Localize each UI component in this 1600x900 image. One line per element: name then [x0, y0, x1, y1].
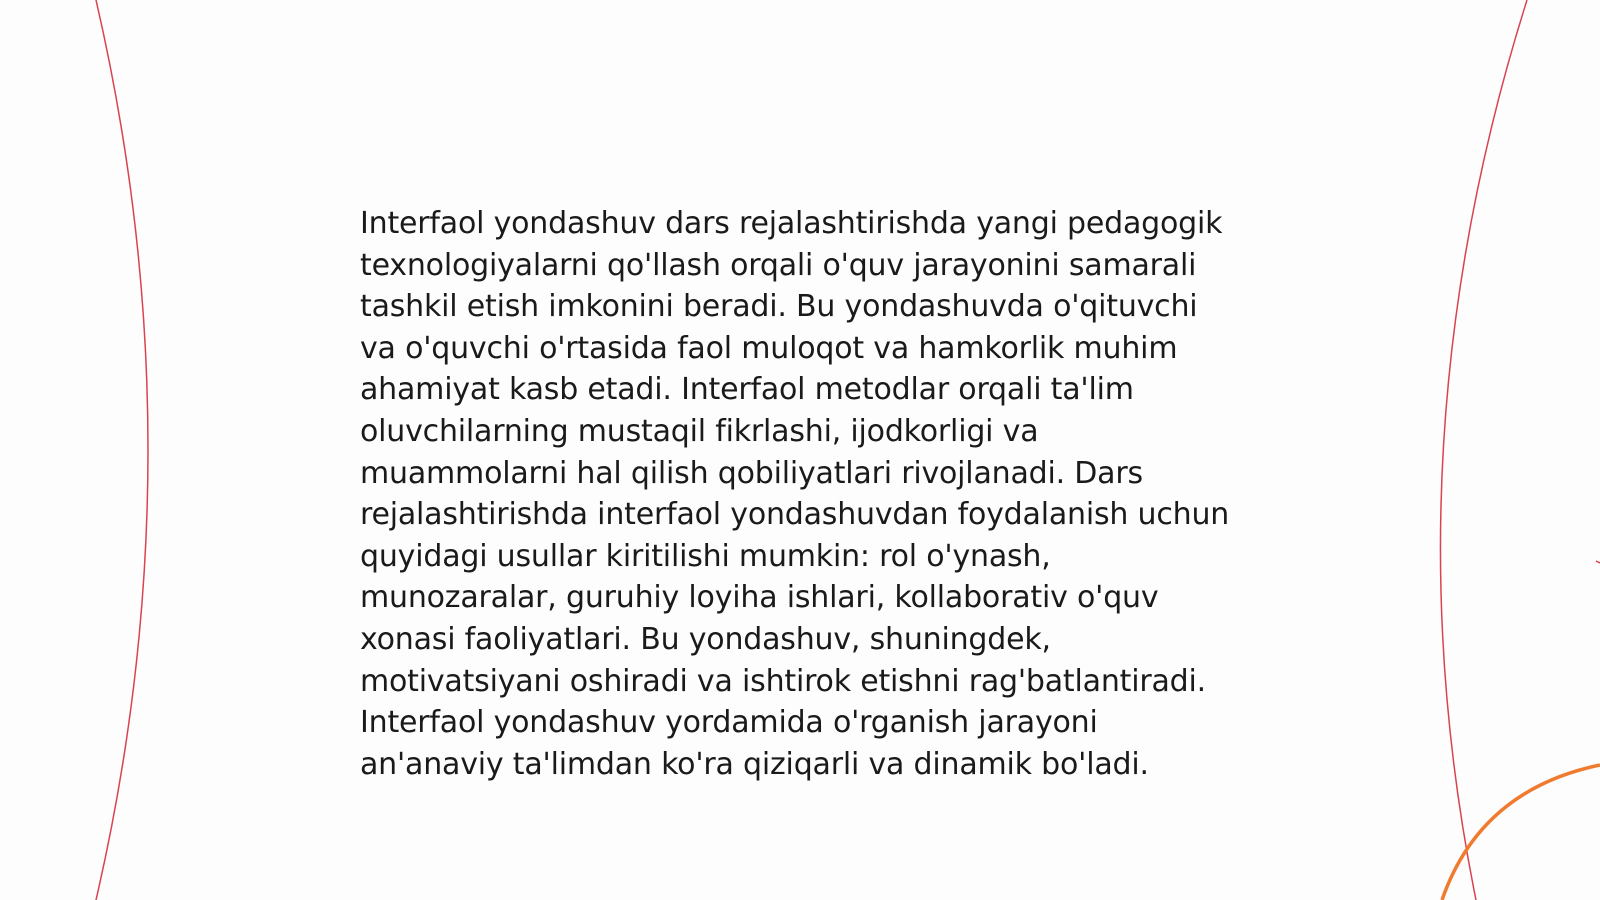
left-red-arc	[96, 0, 148, 900]
slide-body-text: Interfaol yondashuv dars rejalashtirishda yangi pedagogik texnologiyalarni qo'llash orqali o'quv jarayonini samarali tashkil etish imkonini beradi. Bu yondashuvda o'qituvchi va o'quvchi o'rtasida faol muloqot va hamkorlik muhim ahamiyat kasb etadi. Interfaol metodlar orqali ta'lim oluvchilarning mustaqil fikrlashi, ijodkorligi va muammolarni hal qilish qobiliyatlari rivojlanadi. Dars rejalashtirishda interfaol yondashuvdan foydalanish uchun quyidagi usullar kiritilishi mumkin: rol o'ynash, munozaralar, guruhiy loyiha ishlari, kollaborativ o'quv xonasi faoliyatlari. Bu yondashuv, shuningdek, motivatsiyani oshiradi va ishtirok etishni rag'batlantiradi. Interfaol yondashuv yordamida o'rganish jarayoni an'anaviy ta'limdan ko'ra qiziqarli va dinamik bo'ladi.	[360, 206, 1230, 782]
right-red-arc	[1440, 0, 1527, 900]
right-edge-mark	[1596, 561, 1600, 563]
bottom-right-orange-arc	[1442, 765, 1600, 900]
